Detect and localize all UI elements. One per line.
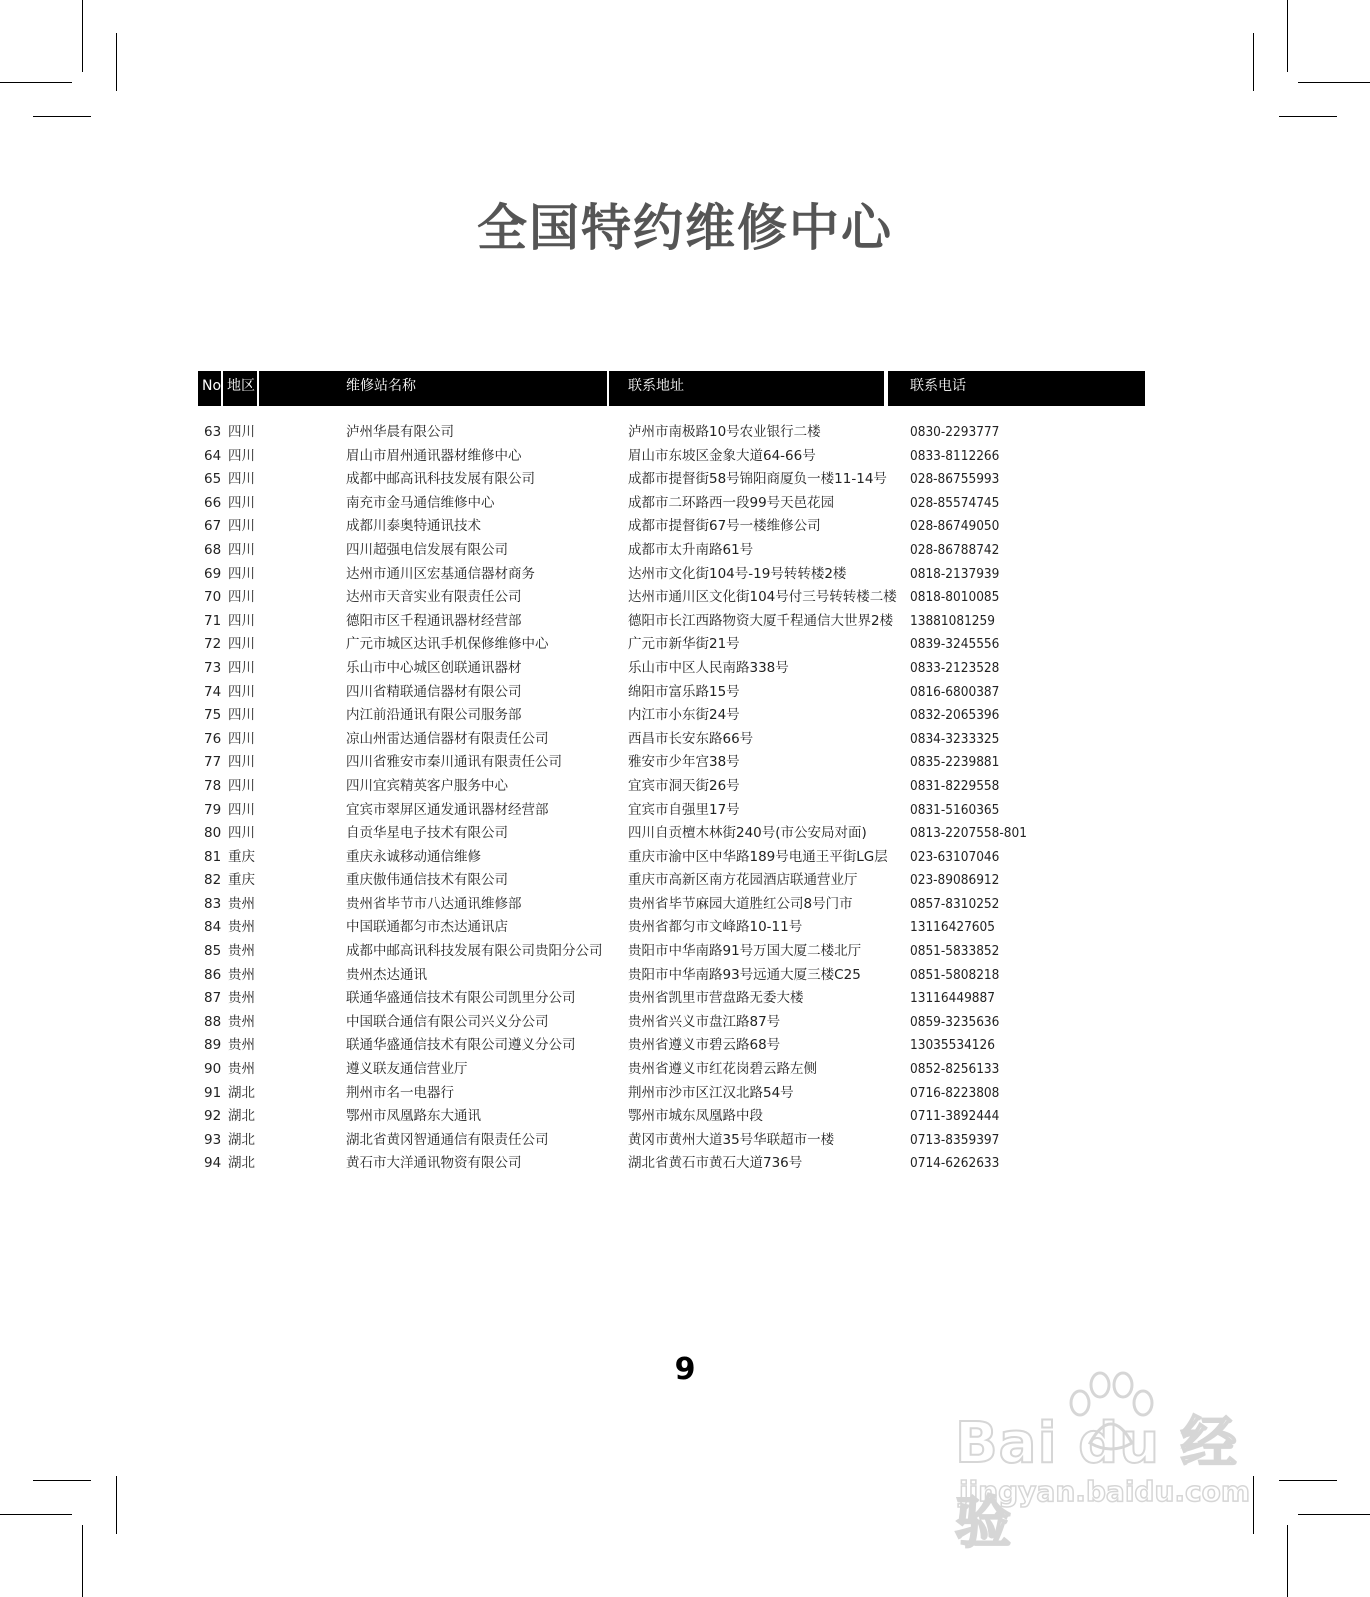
row-address: 眉山市东坡区金象大道64-66号	[628, 447, 816, 464]
row-name: 眉山市眉州通讯器材维修中心	[346, 447, 522, 464]
table-row	[198, 492, 1145, 516]
row-name: 中国联通都匀市杰达通讯店	[346, 919, 508, 936]
row-address: 内江市小东街24号	[628, 707, 740, 724]
row-phone: 0833-2123528	[910, 659, 1000, 676]
crop-mark	[1287, 0, 1288, 72]
row-no: 68	[204, 541, 222, 558]
row-no: 71	[204, 612, 222, 629]
crop-mark	[116, 1476, 117, 1534]
crop-mark	[1287, 1525, 1288, 1597]
table-row	[198, 468, 1145, 492]
table-row	[198, 681, 1145, 705]
row-address: 成都市太升南路61号	[628, 541, 754, 558]
table-row	[198, 1011, 1145, 1035]
table-row	[198, 704, 1145, 728]
row-phone: 0830-2293777	[910, 424, 1000, 440]
row-phone: 0713-8359397	[910, 1131, 1000, 1148]
row-name: 成都川泰奥特通讯技术	[346, 518, 481, 535]
row-name: 南充市金马通信维修中心	[346, 494, 495, 511]
table-row	[198, 586, 1145, 610]
table-row	[198, 916, 1145, 940]
row-name: 泸州华晨有限公司	[346, 424, 454, 440]
row-name: 重庆傲伟通信技术有限公司	[346, 872, 508, 889]
watermark-brand: Bai du 经验	[955, 1411, 1238, 1556]
row-no: 94	[204, 1155, 222, 1172]
row-address: 贵州省遵义市红花岗碧云路左侧	[628, 1061, 817, 1078]
row-address: 荆州市沙市区江汉北路54号	[628, 1084, 794, 1101]
table-row	[198, 728, 1145, 752]
row-address: 四川自贡檀木林街240号(市公安局对面)	[628, 825, 867, 842]
row-phone: 0859-3235636	[910, 1013, 1000, 1030]
row-no: 83	[204, 895, 222, 912]
row-address: 乐山市中区人民南路338号	[628, 659, 789, 676]
table-body	[198, 421, 1145, 1176]
row-name: 自贡华星电子技术有限公司	[346, 825, 508, 842]
row-name: 四川省雅安市秦川通讯有限责任公司	[346, 754, 562, 771]
row-phone: 0834-3233325	[910, 730, 1000, 747]
table-row	[198, 1082, 1145, 1106]
row-name: 凉山州雷达通信器材有限责任公司	[346, 730, 549, 747]
row-no: 86	[204, 966, 222, 983]
table-row	[198, 657, 1145, 681]
row-region: 湖北	[228, 1131, 255, 1148]
row-address: 贵州省都匀市文峰路10-11号	[628, 919, 803, 936]
row-name: 遵义联友通信营业厅	[346, 1061, 468, 1078]
row-no: 78	[204, 777, 222, 794]
crop-mark	[0, 82, 72, 83]
row-address: 宜宾市洞天街26号	[628, 777, 740, 794]
table-row	[198, 539, 1145, 563]
row-no: 81	[204, 848, 222, 865]
table-row	[198, 563, 1145, 587]
row-region: 四川	[228, 471, 255, 488]
row-phone: 0851-5833852	[910, 943, 1000, 960]
table-row	[198, 775, 1145, 799]
row-phone: 13035534126	[910, 1037, 995, 1054]
column-header-no: No	[198, 371, 221, 406]
row-region: 贵州	[228, 1037, 255, 1054]
row-region: 四川	[228, 612, 255, 629]
row-name: 德阳市区千程通讯器材经营部	[346, 612, 522, 629]
row-no: 93	[204, 1131, 222, 1148]
table-row	[198, 1058, 1145, 1082]
crop-mark	[1253, 33, 1254, 91]
row-phone: 0835-2239881	[910, 754, 1000, 771]
crop-mark	[33, 116, 91, 117]
row-no: 89	[204, 1037, 222, 1054]
row-address: 德阳市长江西路物资大厦千程通信大世界2楼	[628, 612, 894, 629]
table-row	[198, 846, 1145, 870]
row-address: 贵州省遵义市碧云路68号	[628, 1037, 781, 1054]
table-row	[198, 445, 1145, 469]
table-row	[198, 964, 1145, 988]
watermark-logo	[955, 1365, 1265, 1556]
row-region: 四川	[228, 424, 255, 440]
row-phone: 0839-3245556	[910, 636, 1000, 653]
crop-mark	[1279, 116, 1337, 117]
row-no: 79	[204, 801, 222, 818]
row-phone: 13116427605	[910, 919, 995, 936]
service-center-table	[198, 371, 1145, 1176]
table-row	[198, 633, 1145, 657]
row-phone: 13116449887	[910, 990, 995, 1007]
table-row	[198, 987, 1145, 1011]
row-phone: 13881081259	[910, 612, 995, 629]
row-phone: 0818-2137939	[910, 565, 1000, 582]
row-phone: 023-63107046	[910, 848, 1000, 865]
table-header	[198, 371, 1145, 406]
row-address: 绵阳市富乐路15号	[628, 683, 740, 700]
row-phone: 0833-8112266	[910, 447, 1000, 464]
row-address: 贵阳市中华南路91号万国大厦二楼北厅	[628, 943, 862, 960]
row-address: 贵阳市中华南路93号远通大厦三楼C25	[628, 966, 861, 983]
row-region: 贵州	[228, 895, 255, 912]
row-region: 四川	[228, 636, 255, 653]
row-region: 四川	[228, 683, 255, 700]
table-row	[198, 421, 1145, 445]
row-no: 67	[204, 518, 222, 535]
row-phone: 0813-2207558-801	[910, 825, 1027, 842]
row-phone: 0816-6800387	[910, 683, 1000, 700]
row-name: 成都中邮高讯科技发展有限公司	[346, 471, 535, 488]
row-no: 75	[204, 707, 222, 724]
crop-mark	[1298, 82, 1370, 83]
row-phone: 028-86749050	[910, 518, 1000, 535]
column-header-phone: 联系电话	[888, 371, 1145, 406]
row-address: 鄂州市城东凤凰路中段	[628, 1108, 763, 1125]
row-name: 宜宾市翠屏区通发通讯器材经营部	[346, 801, 549, 818]
table-row	[198, 1152, 1145, 1176]
row-name: 四川宜宾精英客户服务中心	[346, 777, 508, 794]
row-name: 联通华盛通信技术有限公司遵义分公司	[346, 1037, 576, 1054]
row-name: 贵州杰达通讯	[346, 966, 427, 983]
row-name: 内江前沿通讯有限公司服务部	[346, 707, 522, 724]
row-region: 贵州	[228, 1013, 255, 1030]
column-header-address: 联系地址	[609, 371, 884, 406]
row-no: 64	[204, 447, 222, 464]
row-region: 四川	[228, 494, 255, 511]
row-name: 鄂州市凤凰路东大通讯	[346, 1108, 481, 1125]
row-phone: 0857-8310252	[910, 895, 1000, 912]
row-no: 65	[204, 471, 222, 488]
crop-mark	[1279, 1480, 1337, 1481]
crop-mark	[1298, 1514, 1370, 1515]
row-address: 成都市二环路西一段99号天邑花园	[628, 494, 835, 511]
row-region: 四川	[228, 730, 255, 747]
row-no: 91	[204, 1084, 222, 1101]
row-no: 90	[204, 1061, 222, 1078]
crop-mark	[116, 33, 117, 91]
table-row	[198, 893, 1145, 917]
table-row	[198, 1129, 1145, 1153]
row-name: 达州市通川区宏基通信器材商务	[346, 565, 535, 582]
row-region: 湖北	[228, 1084, 255, 1101]
row-no: 88	[204, 1013, 222, 1030]
row-region: 四川	[228, 589, 255, 606]
row-address: 西昌市长安东路66号	[628, 730, 754, 747]
table-row	[198, 799, 1145, 823]
row-no: 69	[204, 565, 222, 582]
row-region: 重庆	[228, 848, 255, 865]
row-region: 四川	[228, 777, 255, 794]
table-row	[198, 751, 1145, 775]
row-region: 四川	[228, 659, 255, 676]
row-name: 湖北省黄冈智通通信有限责任公司	[346, 1131, 549, 1148]
crop-mark	[82, 1525, 83, 1597]
row-phone: 028-86788742	[910, 541, 1000, 558]
row-no: 85	[204, 943, 222, 960]
crop-mark	[0, 1514, 72, 1515]
row-region: 四川	[228, 825, 255, 842]
row-address: 成都市提督街58号锦阳商厦负一楼11-14号	[628, 471, 887, 488]
row-phone: 0818-8010085	[910, 589, 1000, 606]
row-no: 66	[204, 494, 222, 511]
row-address: 黄冈市黄州大道35号华联超市一楼	[628, 1131, 835, 1148]
row-address: 重庆市渝中区中华路189号电通王平街LG层	[628, 848, 888, 865]
table-row	[198, 940, 1145, 964]
row-region: 贵州	[228, 943, 255, 960]
row-no: 76	[204, 730, 222, 747]
row-no: 70	[204, 589, 222, 606]
row-address: 宜宾市自强里17号	[628, 801, 740, 818]
page-title: 全国特约维修中心	[477, 199, 893, 257]
row-no: 63	[204, 424, 222, 440]
row-region: 四川	[228, 518, 255, 535]
row-region: 湖北	[228, 1108, 255, 1125]
column-header-region: 地区	[223, 371, 257, 406]
row-region: 四川	[228, 447, 255, 464]
row-phone: 028-86755993	[910, 471, 1000, 488]
table-row	[198, 869, 1145, 893]
row-no: 84	[204, 919, 222, 936]
row-address: 湖北省黄石市黄石大道736号	[628, 1155, 803, 1172]
row-phone: 0832-2065396	[910, 707, 1000, 724]
row-no: 80	[204, 825, 222, 842]
crop-mark	[33, 1480, 91, 1481]
row-region: 贵州	[228, 966, 255, 983]
row-address: 泸州市南极路10号农业银行二楼	[628, 424, 821, 440]
row-region: 四川	[228, 541, 255, 558]
row-phone: 0831-5160365	[910, 801, 1000, 818]
row-no: 87	[204, 990, 222, 1007]
row-region: 贵州	[228, 919, 255, 936]
row-phone: 0851-5808218	[910, 966, 1000, 983]
row-region: 四川	[228, 565, 255, 582]
page-number: 9	[674, 1352, 696, 1387]
row-region: 四川	[228, 707, 255, 724]
row-no: 73	[204, 659, 222, 676]
watermark-url: jingyan.baidu.com	[959, 1475, 1251, 1508]
row-region: 贵州	[228, 1061, 255, 1078]
row-address: 成都市提督街67号一楼维修公司	[628, 518, 821, 535]
row-name: 成都中邮高讯科技发展有限公司贵阳分公司	[346, 943, 603, 960]
row-no: 82	[204, 872, 222, 889]
row-region: 四川	[228, 754, 255, 771]
row-address: 广元市新华街21号	[628, 636, 740, 653]
row-region: 重庆	[228, 872, 255, 889]
row-name: 四川超强电信发展有限公司	[346, 541, 508, 558]
row-phone: 028-85574745	[910, 494, 1000, 511]
row-phone: 0716-8223808	[910, 1084, 1000, 1101]
row-address: 重庆市高新区南方花园酒店联通营业厅	[628, 872, 858, 889]
row-name: 中国联合通信有限公司兴义分公司	[346, 1013, 549, 1030]
crop-mark	[82, 0, 83, 72]
row-no: 92	[204, 1108, 222, 1125]
row-name: 黄石市大洋通讯物资有限公司	[346, 1155, 522, 1172]
row-phone: 0852-8256133	[910, 1061, 1000, 1078]
row-name: 广元市城区达讯手机保修维修中心	[346, 636, 549, 653]
row-phone: 023-89086912	[910, 872, 1000, 889]
row-name: 荆州市名一电器行	[346, 1084, 454, 1101]
row-name: 达州市天音实业有限责任公司	[346, 589, 522, 606]
row-address: 达州市文化街104号-19号转转楼2楼	[628, 565, 847, 582]
row-no: 74	[204, 683, 222, 700]
column-header-name: 维修站名称	[259, 371, 607, 406]
row-address: 贵州省毕节麻园大道胜红公司8号门市	[628, 895, 853, 912]
row-address: 贵州省凯里市营盘路无委大楼	[628, 990, 804, 1007]
table-row	[198, 822, 1145, 846]
row-address: 达州市通川区文化街104号付三号转转楼二楼	[628, 589, 897, 606]
row-region: 湖北	[228, 1155, 255, 1172]
row-address: 雅安市少年宫38号	[628, 754, 740, 771]
table-row	[198, 1034, 1145, 1058]
table-row	[198, 610, 1145, 634]
row-name: 乐山市中心城区创联通讯器材	[346, 659, 522, 676]
row-no: 72	[204, 636, 222, 653]
row-name: 贵州省毕节市八达通讯维修部	[346, 895, 522, 912]
row-phone: 0831-8229558	[910, 777, 1000, 794]
table-row	[198, 1105, 1145, 1129]
row-phone: 0711-3892444	[910, 1108, 1000, 1125]
row-address: 贵州省兴义市盘江路87号	[628, 1013, 781, 1030]
table-row	[198, 515, 1145, 539]
row-phone: 0714-6262633	[910, 1155, 1000, 1172]
row-no: 77	[204, 754, 222, 771]
row-name: 联通华盛通信技术有限公司凯里分公司	[346, 990, 576, 1007]
row-region: 贵州	[228, 990, 255, 1007]
row-name: 四川省精联通信器材有限公司	[346, 683, 522, 700]
row-region: 四川	[228, 801, 255, 818]
row-name: 重庆永诚移动通信维修	[346, 848, 481, 865]
